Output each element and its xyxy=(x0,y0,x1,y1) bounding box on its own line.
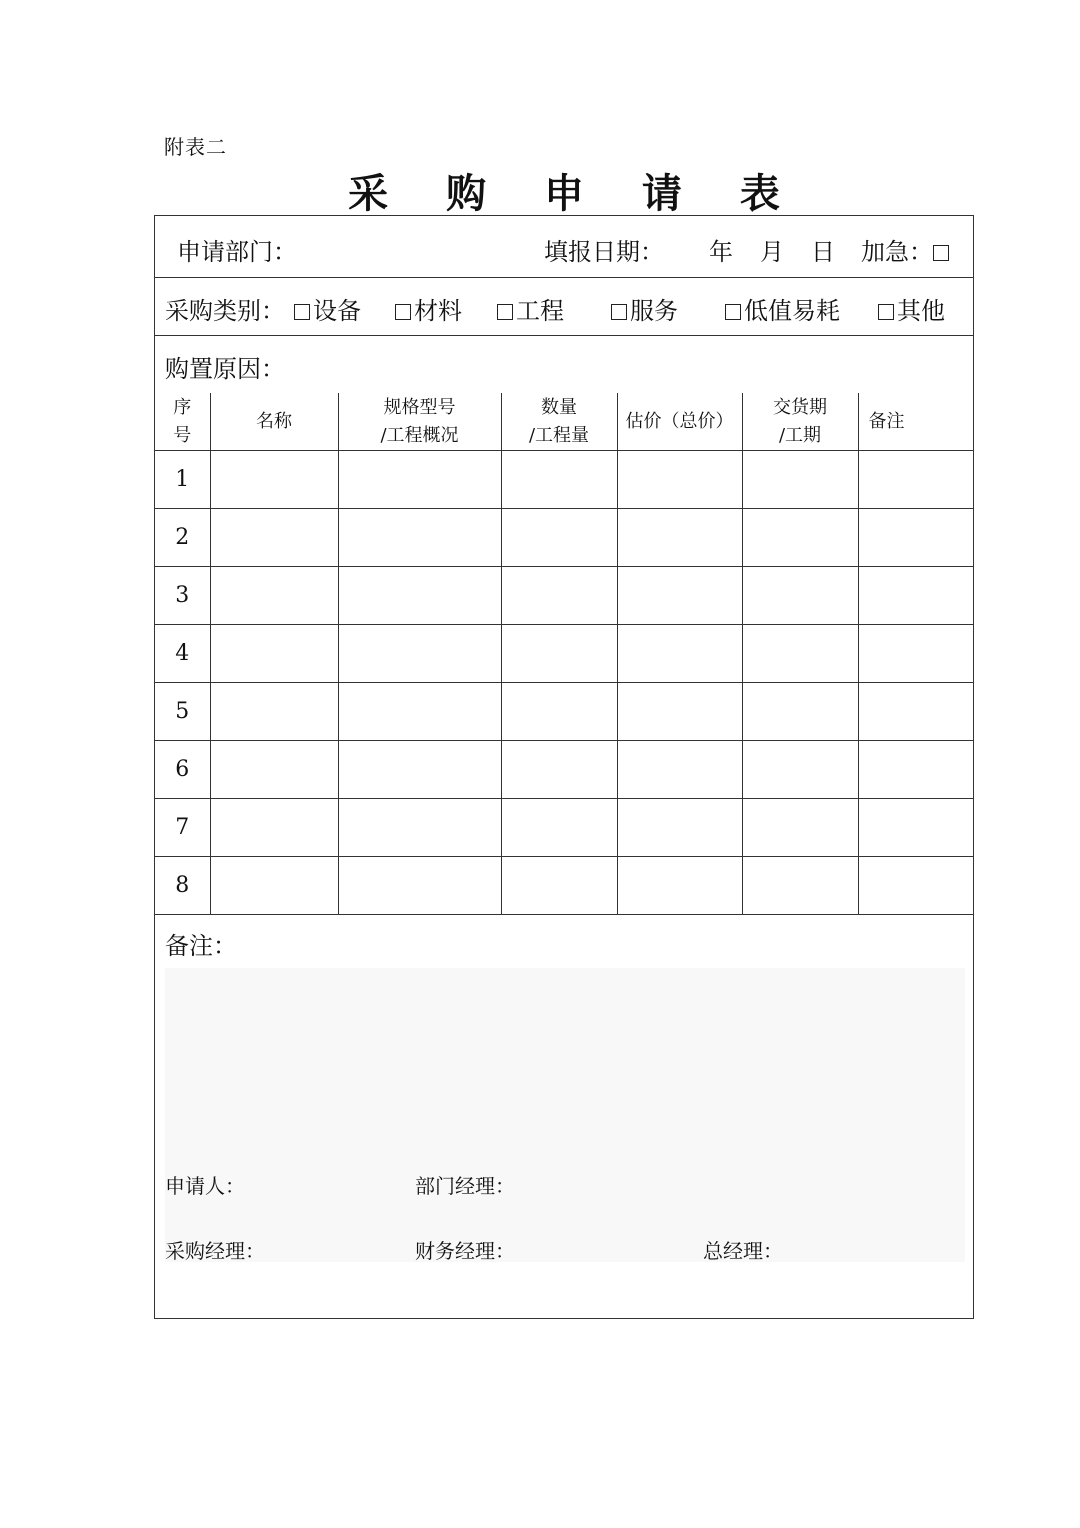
row-number: 8 xyxy=(155,857,210,915)
category-option-label: 设备 xyxy=(313,297,361,325)
table-row xyxy=(155,509,973,567)
equipment-checkbox[interactable] xyxy=(294,304,310,320)
name-cell[interactable] xyxy=(210,451,338,509)
notes-cell[interactable] xyxy=(858,799,973,857)
price-cell[interactable] xyxy=(617,683,742,741)
header-quantity: 数量 /工程量 xyxy=(501,393,617,451)
appendix-label: 附表二 xyxy=(164,135,227,159)
table-row xyxy=(155,567,973,625)
price-cell[interactable] xyxy=(617,741,742,799)
department-field[interactable] xyxy=(177,232,297,267)
quantity-cell[interactable] xyxy=(501,567,617,625)
general-manager-signature[interactable] xyxy=(703,1235,783,1264)
spec-cell[interactable] xyxy=(338,451,501,509)
urgent-checkbox[interactable] xyxy=(933,245,949,261)
quantity-cell[interactable] xyxy=(501,741,617,799)
quantity-cell[interactable] xyxy=(501,683,617,741)
material-checkbox[interactable] xyxy=(395,304,411,320)
delivery-cell[interactable] xyxy=(742,741,858,799)
day-label: 日 xyxy=(811,238,835,266)
spec-cell[interactable] xyxy=(338,509,501,567)
quantity-cell[interactable] xyxy=(501,857,617,915)
notes-cell[interactable] xyxy=(858,625,973,683)
dept-manager-label: 部门经理： xyxy=(415,1174,515,1198)
form-title: 采 购 申 请 表 xyxy=(348,170,802,217)
spec-cell[interactable] xyxy=(338,799,501,857)
notes-cell[interactable] xyxy=(858,567,973,625)
header-delivery: 交货期 /工期 xyxy=(742,393,858,451)
table-row xyxy=(155,451,973,509)
price-cell[interactable] xyxy=(617,567,742,625)
price-cell[interactable] xyxy=(617,857,742,915)
divider xyxy=(155,335,973,336)
header-notes: 备注 xyxy=(858,393,973,451)
purchase-manager-label: 采购经理： xyxy=(165,1239,265,1263)
reason-label: 购置原因： xyxy=(165,355,285,383)
row-number: 2 xyxy=(155,509,210,567)
row-number: 5 xyxy=(155,683,210,741)
name-cell[interactable] xyxy=(210,509,338,567)
category-label: 采购类别： xyxy=(165,297,285,325)
name-cell[interactable] xyxy=(210,857,338,915)
purchase-request-form xyxy=(154,215,974,1319)
consumables-checkbox[interactable] xyxy=(725,304,741,320)
divider xyxy=(155,277,973,278)
price-cell[interactable] xyxy=(617,451,742,509)
table-row xyxy=(155,857,973,915)
delivery-cell[interactable] xyxy=(742,509,858,567)
department-label: 申请部门： xyxy=(177,238,297,266)
delivery-cell[interactable] xyxy=(742,683,858,741)
spec-cell[interactable] xyxy=(338,741,501,799)
row-number: 4 xyxy=(155,625,210,683)
urgent-label: 加急： xyxy=(861,238,933,266)
category-option-consumables[interactable] xyxy=(725,291,840,326)
table-header-row xyxy=(155,393,973,451)
spec-cell[interactable] xyxy=(338,625,501,683)
price-cell[interactable] xyxy=(617,625,742,683)
notes-cell[interactable] xyxy=(858,509,973,567)
remarks-label: 备注： xyxy=(165,932,237,960)
category-option-label: 低值易耗 xyxy=(744,297,840,325)
purchase-manager-signature[interactable] xyxy=(165,1235,265,1264)
quantity-cell[interactable] xyxy=(501,625,617,683)
quantity-cell[interactable] xyxy=(501,509,617,567)
table-row xyxy=(155,683,973,741)
header-spec: 规格型号 /工程概况 xyxy=(338,393,501,451)
price-cell[interactable] xyxy=(617,799,742,857)
category-option-engineering[interactable] xyxy=(497,291,564,326)
delivery-cell[interactable] xyxy=(742,451,858,509)
notes-cell[interactable] xyxy=(858,683,973,741)
quantity-cell[interactable] xyxy=(501,799,617,857)
category-option-material[interactable] xyxy=(395,291,462,326)
row-number: 6 xyxy=(155,741,210,799)
price-cell[interactable] xyxy=(617,509,742,567)
urgent-option[interactable] xyxy=(861,232,952,267)
row-number: 7 xyxy=(155,799,210,857)
applicant-signature[interactable] xyxy=(165,1170,245,1199)
fill-date-field[interactable] xyxy=(544,232,664,267)
table-row xyxy=(155,625,973,683)
finance-manager-label: 财务经理： xyxy=(415,1239,515,1263)
row-number: 1 xyxy=(155,451,210,509)
delivery-cell[interactable] xyxy=(742,857,858,915)
delivery-cell[interactable] xyxy=(742,625,858,683)
general-manager-label: 总经理： xyxy=(703,1239,783,1263)
remarks-area[interactable] xyxy=(165,968,965,1262)
name-cell[interactable] xyxy=(210,683,338,741)
notes-cell[interactable] xyxy=(858,741,973,799)
table-row xyxy=(155,799,973,857)
notes-cell[interactable] xyxy=(858,857,973,915)
service-checkbox[interactable] xyxy=(611,304,627,320)
spec-cell[interactable] xyxy=(338,857,501,915)
fill-date-label: 填报日期： xyxy=(544,238,664,266)
year-label: 年 xyxy=(709,238,733,266)
category-option-label: 其他 xyxy=(897,297,945,325)
reason-field[interactable] xyxy=(165,349,285,384)
category-option-other[interactable] xyxy=(878,291,945,326)
engineering-checkbox[interactable] xyxy=(497,304,513,320)
category-option-label: 工程 xyxy=(516,297,564,325)
name-cell[interactable] xyxy=(210,799,338,857)
finance-manager-signature[interactable] xyxy=(415,1235,515,1264)
month-label: 月 xyxy=(760,238,784,266)
quantity-cell[interactable] xyxy=(501,451,617,509)
category-option-equipment[interactable] xyxy=(294,291,361,326)
name-cell[interactable] xyxy=(210,625,338,683)
spec-cell[interactable] xyxy=(338,683,501,741)
header-seq: 序 号 xyxy=(155,393,210,451)
category-option-label: 材料 xyxy=(414,297,462,325)
other-checkbox[interactable] xyxy=(878,304,894,320)
row-number: 3 xyxy=(155,567,210,625)
table-row xyxy=(155,741,973,799)
header-name: 名称 xyxy=(210,393,338,451)
delivery-cell[interactable] xyxy=(742,799,858,857)
dept-manager-signature[interactable] xyxy=(415,1170,515,1199)
notes-cell[interactable] xyxy=(858,451,973,509)
spec-cell[interactable] xyxy=(338,567,501,625)
category-option-label: 服务 xyxy=(630,297,678,325)
applicant-label: 申请人： xyxy=(165,1174,245,1198)
header-price: 估价（总价） xyxy=(617,393,742,451)
name-cell[interactable] xyxy=(210,741,338,799)
category-option-service[interactable] xyxy=(611,291,678,326)
items-table xyxy=(155,393,973,915)
delivery-cell[interactable] xyxy=(742,567,858,625)
name-cell[interactable] xyxy=(210,567,338,625)
